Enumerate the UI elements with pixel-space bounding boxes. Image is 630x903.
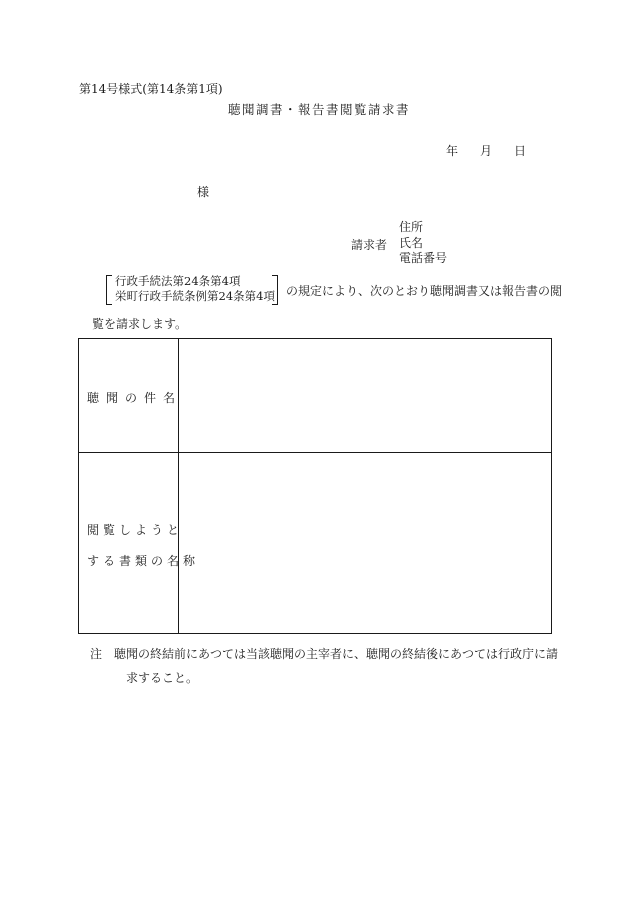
documents-name-field[interactable] [179,453,551,633]
note-line2: 求すること。 [126,671,199,685]
law-option-town: 栄町行政手続条例第24条第4項 [115,289,275,303]
addressee-honorific: 様 [197,185,210,199]
requester-fields [399,220,447,267]
requester-label: 請求者 [351,238,388,252]
left-bracket [106,275,112,305]
form-number: 第14号様式(第14条第1項) [79,82,223,96]
intro-text-line2: 覧を請求します。 [92,317,188,331]
date-line [446,142,526,159]
law-option-national: 行政手続法第24条第4項 [115,274,241,288]
note-marker: 注 [90,647,103,661]
documents-name-label-line1: 閲覧しようと [87,523,184,537]
requester-phone-label: 電話番号 [399,251,448,265]
requester-name-label: 氏名 [399,235,424,250]
footnote [90,642,558,690]
hearing-subject-field[interactable] [179,339,551,451]
law-selection-bracket [106,274,278,304]
requester-address-label: 住所 [399,220,424,234]
request-table [78,338,552,634]
documents-name-label-line2: する書類の名称 [87,554,200,568]
intro-text-line1: の規定により、次のとおり聴聞調書又は報告書の閲 [286,284,563,298]
right-bracket [272,275,278,305]
note-line1: 聴聞の終結前にあつては当該聴聞の主宰者に、聴聞の終結後にあつては行政庁に請 [114,647,559,661]
date-day-label: 日 [514,144,527,158]
hearing-subject-label: 聴聞の件名 [87,391,183,405]
date-year-label: 年 [446,144,459,158]
document-title: 聴聞調書・報告書閲覧請求書 [228,102,411,117]
date-month-label: 月 [480,144,493,158]
